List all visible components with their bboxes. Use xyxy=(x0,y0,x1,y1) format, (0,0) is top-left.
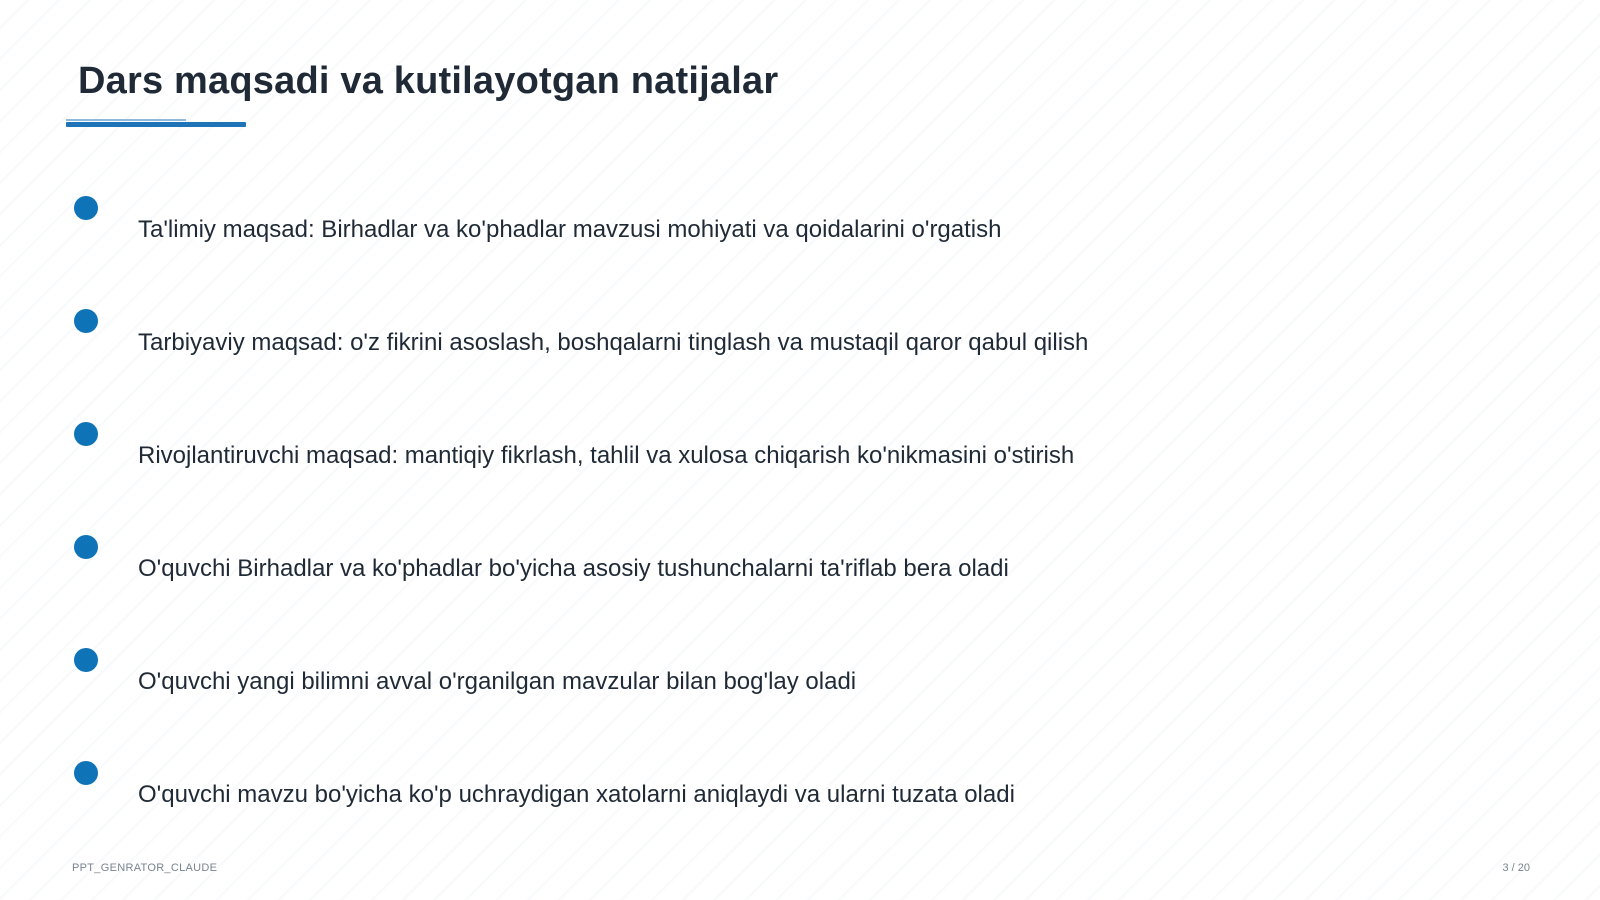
bullet-item xyxy=(0,535,1300,595)
bullet-dot-icon xyxy=(74,761,98,785)
bullet-dot-icon xyxy=(74,535,98,559)
bullet-item xyxy=(0,648,1300,708)
bullet-text: Tarbiyaviy maqsad: o'z fikrini asoslash, boshqalarni tinglash va mustaqil qaror qabul qilish xyxy=(138,329,1089,356)
bullet-item xyxy=(0,761,1300,821)
bullet-text: O'quvchi yangi bilimni avval o'rganilgan mavzular bilan bog'lay oladi xyxy=(138,668,857,695)
bullet-item xyxy=(0,422,1300,482)
slide-title: Dars maqsadi va kutilayotgan natijalar xyxy=(78,60,779,102)
bullet-text: Rivojlantiruvchi maqsad: mantiqiy fikrlash, tahlil va xulosa chiqarish ko'nikmasini o'stirish xyxy=(138,442,1075,469)
bullet-dot-icon xyxy=(74,196,98,220)
title-underline xyxy=(66,122,246,127)
bullet-text: O'quvchi mavzu bo'yicha ko'p uchraydigan xatolarni aniqlaydi va ularni tuzata oladi xyxy=(138,781,1015,808)
footer-source: PPT_GENRATOR_CLAUDE xyxy=(72,862,218,874)
title-underline-accent xyxy=(66,119,186,121)
bullet-text: Ta'limiy maqsad: Birhadlar va ko'phadlar mavzusi mohiyati va qoidalarini o'rgatish xyxy=(138,216,1002,243)
bullet-item xyxy=(0,309,1300,369)
page-indicator: 3 / 20 xyxy=(1502,862,1530,874)
bullet-item xyxy=(0,196,1300,256)
bullet-dot-icon xyxy=(74,422,98,446)
bullet-text: O'quvchi Birhadlar va ko'phadlar bo'yicha asosiy tushunchalarni ta'riflab bera oladi xyxy=(138,555,1009,582)
bullet-dot-icon xyxy=(74,648,98,672)
bullet-dot-icon xyxy=(74,309,98,333)
